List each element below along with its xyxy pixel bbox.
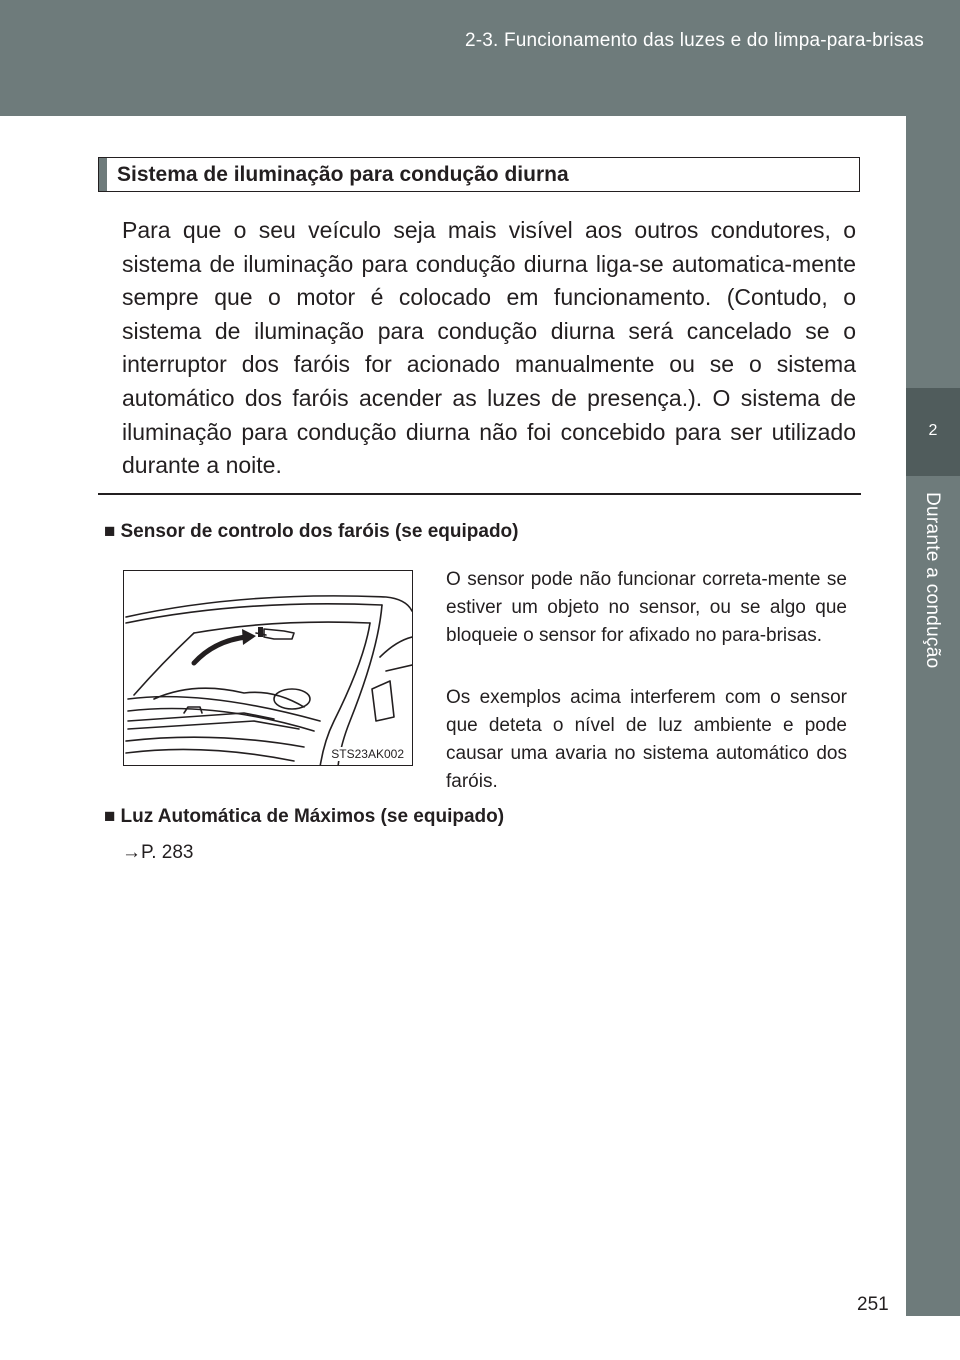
bullet-square-icon: ■: [104, 806, 116, 827]
side-chapter-tab: [906, 116, 960, 1316]
windshield-sensor-illustration: [123, 570, 413, 766]
illustration-code: STS23AK002: [331, 747, 404, 761]
section-heading-bar: [99, 158, 107, 191]
page-reference-link[interactable]: →P. 283: [122, 842, 194, 863]
side-chapter-label: Durante a condução: [922, 492, 943, 669]
side-chapter-number: 2: [928, 422, 938, 439]
sensor-heading-text: Sensor de controlo dos faróis (se equipado): [120, 521, 519, 542]
page-number: 251: [857, 1294, 889, 1315]
sensor-subheading: [104, 521, 518, 543]
sensor-paragraph-2: Os exemplos acima interferem com o sensor que deteta o nível de luz ambiente e pode causar uma avaria no sistema automático dos faróis.: [446, 687, 847, 792]
high-beam-heading-text: Luz Automática de Máximos (se equipado): [120, 806, 505, 827]
chapter-title: 2-3. Funcionamento das luzes e do limpa-para-brisas: [464, 30, 924, 51]
windshield-drawing: [124, 571, 413, 766]
section-title: Sistema de iluminação para condução diurna: [117, 163, 569, 186]
chapter-header-band: [0, 0, 960, 116]
bullet-square-icon: ■: [104, 521, 116, 542]
section-heading-box: [98, 157, 860, 192]
high-beam-subheading: [104, 806, 504, 828]
sensor-paragraph-1: O sensor pode não funcionar correta-mente se estiver um objeto no sensor, ou se algo que bloqueie o sensor for afixado no para-brisas.: [446, 569, 847, 646]
section-divider: [98, 493, 861, 495]
section-paragraph: Para que o seu veículo seja mais visível aos outros condutores, o sistema de iluminação para condução diurna liga-se automatica-mente sempre que o motor é colocado em funcionamento. (Contudo, o sistema de iluminação para condução diurna será cancelado se o interruptor dos faróis for acionado manualmente ou se o sistema automático dos faróis acender as luzes de presença.). O sistema de iluminação para condução diurna não foi concebido para ser utilizado durante a noite.: [122, 217, 856, 479]
